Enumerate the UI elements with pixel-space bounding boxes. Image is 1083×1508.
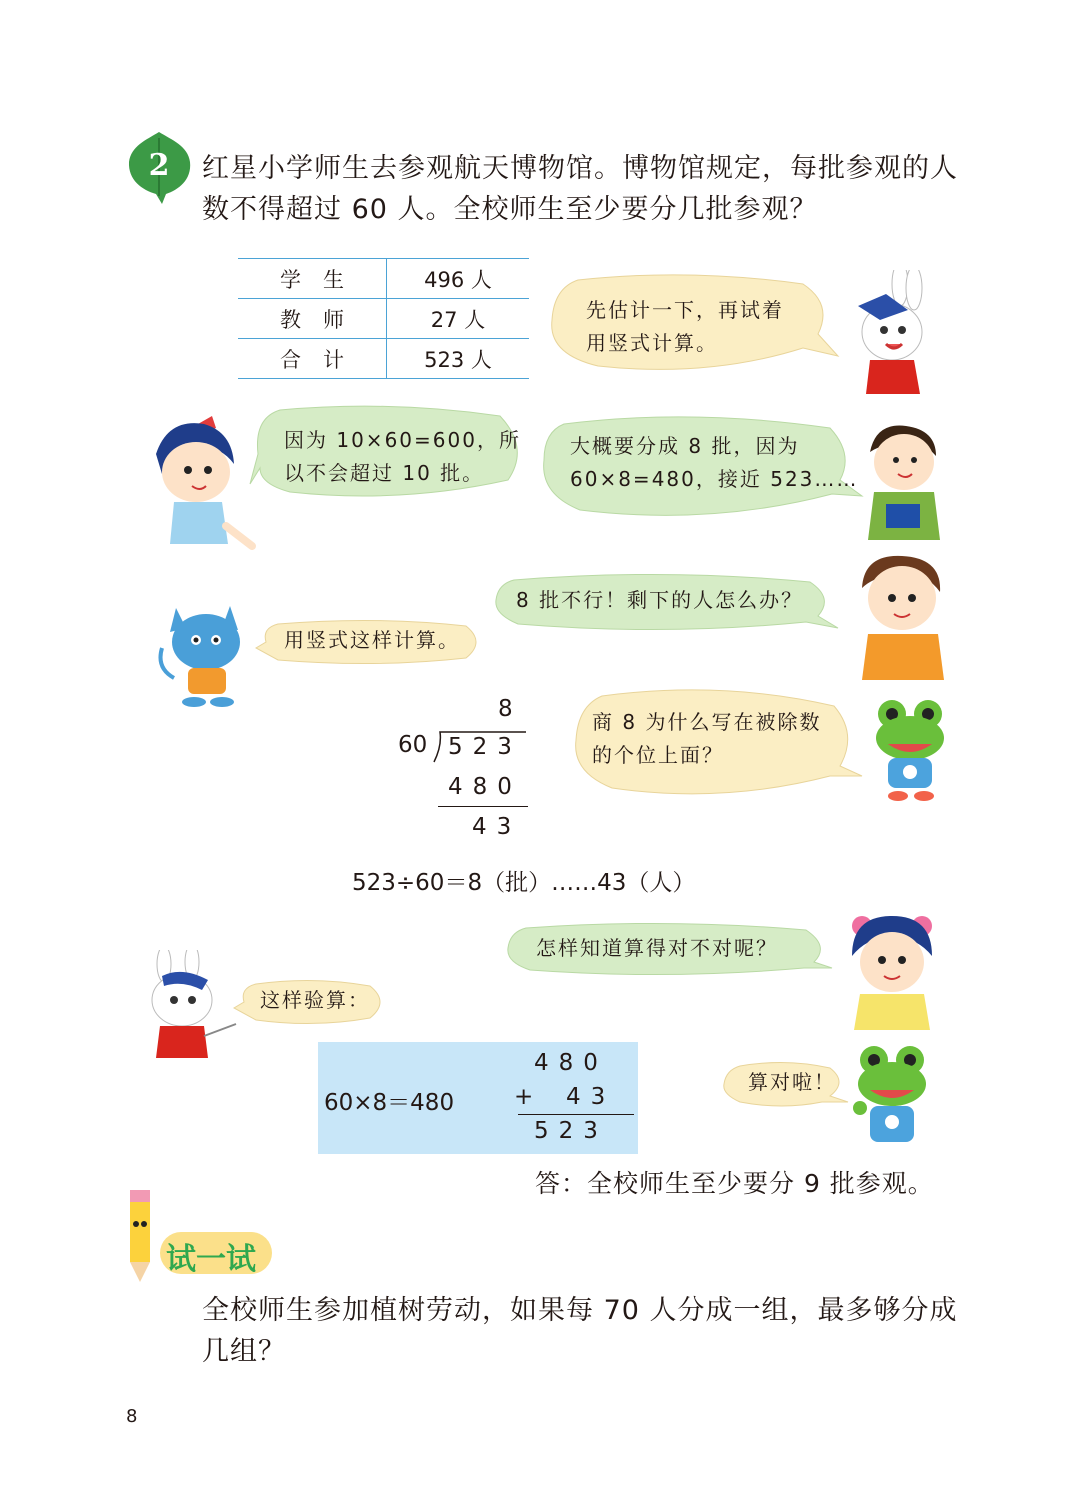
bubble-text: 用竖式这样计算。 <box>284 628 460 652</box>
answer-text: 答：全校师生至少要分 9 批参观。 <box>535 1169 934 1198</box>
check-addend1: 480 <box>534 1050 608 1076</box>
division-quotient: 8 <box>498 696 523 722</box>
speech-bubble-girl2 <box>506 924 832 974</box>
speech-bubble-frog2 <box>722 1062 848 1106</box>
boy-illustration <box>862 422 944 540</box>
try-it-text: 全校师生参加植树劳动，如果每 70 人分成一组，最多够分成几组？ <box>202 1295 958 1367</box>
bubble-text: 大概要分成 8 批，因为 60×8=480，接近 523…… <box>570 434 859 491</box>
division-divisor: 60 <box>398 732 428 758</box>
speech-bubble-girl <box>250 404 526 500</box>
data-table <box>238 258 529 379</box>
girl-illustration <box>148 414 258 556</box>
check-multiplication: 60×8＝480 <box>324 1090 455 1116</box>
problem-number-leaf-icon <box>126 130 192 204</box>
bubble-text: 因为 10×60=600，所 以不会超过 10 批。 <box>284 428 521 485</box>
cat-illustration <box>156 598 254 708</box>
division-equation: 523÷60＝8（批）……43（人） <box>352 870 696 896</box>
division-product: 480 <box>448 774 522 800</box>
speech-bubble-boy2 <box>494 574 838 630</box>
speech-bubble-boy <box>540 414 862 522</box>
verification-box <box>318 1042 638 1154</box>
frog-illustration <box>870 698 950 804</box>
bubble-text: 商 8 为什么写在被除数 的个位上面？ <box>592 710 822 767</box>
check-sum: 523 <box>534 1118 608 1144</box>
table-value: 523 人 <box>387 339 530 379</box>
problem-number: 2 <box>148 148 170 183</box>
table-label: 学生 <box>238 259 387 299</box>
speech-bubble-cat <box>256 620 484 664</box>
table-value: 27 人 <box>387 299 530 339</box>
pencil-icon <box>114 1188 174 1284</box>
speech-bubble-rabbit <box>548 274 838 374</box>
check-addend2: 43 <box>566 1084 616 1110</box>
table-value: 496 人 <box>387 259 530 299</box>
division-remainder: 43 <box>472 814 522 840</box>
frog2-illustration <box>852 1044 932 1148</box>
long-division <box>396 696 536 846</box>
speech-bubble-rabbit2 <box>234 980 390 1024</box>
page-number: 8 <box>126 1406 138 1427</box>
table-label: 合计 <box>238 339 387 379</box>
check-line <box>518 1114 634 1115</box>
try-it-label <box>114 1188 270 1284</box>
bubble-text: 算对啦！ <box>748 1070 836 1094</box>
bubble-text: 怎样知道算得对不对呢？ <box>536 936 778 960</box>
division-line <box>438 806 528 807</box>
bubble-text: 先估计一下，再试着 用竖式计算。 <box>586 298 784 355</box>
problem-text: 红星小学师生去参观航天博物馆。博物馆规定，每批参观的人数不得超过 60 人。全校师生至少要分几批参观？ <box>202 153 958 225</box>
rabbit-pointer-illustration <box>142 950 238 1058</box>
bubble-text: 8 批不行！剩下的人怎么办？ <box>516 588 804 612</box>
rabbit-teacher-illustration <box>838 270 930 394</box>
boy2-illustration <box>856 552 948 680</box>
table-label: 教师 <box>238 299 387 339</box>
bubble-text: 这样验算： <box>260 988 370 1012</box>
try-it-title: 试一试 <box>166 1242 256 1277</box>
check-plus: + <box>514 1084 534 1110</box>
table-row <box>238 259 529 299</box>
speech-bubble-frog <box>572 688 862 800</box>
table-row <box>238 299 529 339</box>
division-dividend: 523 <box>448 734 522 760</box>
table-row <box>238 339 529 379</box>
girl2-illustration <box>846 906 938 1030</box>
